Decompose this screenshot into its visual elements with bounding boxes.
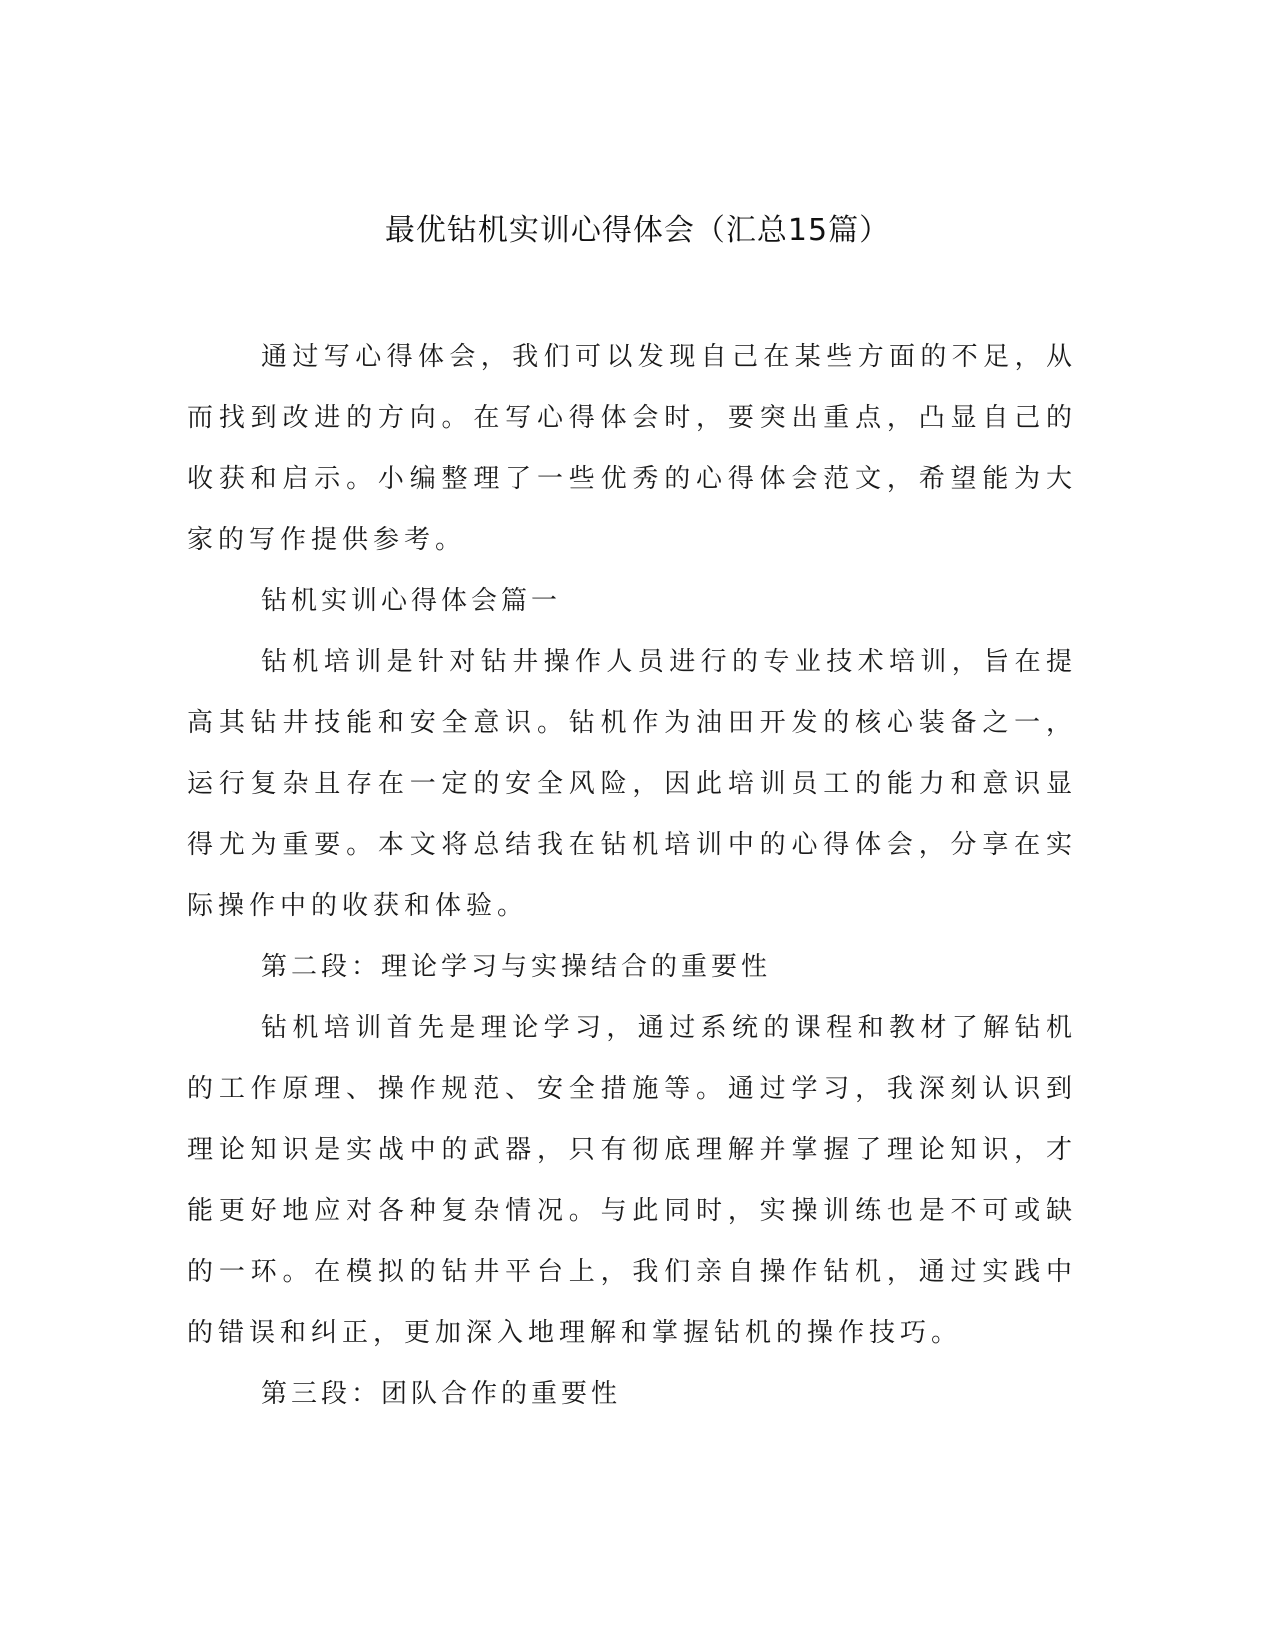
intro-paragraph: 通过写心得体会，我们可以发现自己在某些方面的不足，从而找到改进的方向。在写心得体会时，要突出重点，凸显自己的收获和启示。小编整理了一些优秀的心得体会范文，希望能为大家的写作提供参考。 [187, 342, 1077, 555]
body-paragraph-overview: 钻机培训是针对钻井操作人员进行的专业技术培训，旨在提高其钻井技能和安全意识。钻机作为油田开发的核心装备之一，运行复杂且存在一定的安全风险，因此培训员工的能力和意识显得尤为重要。本文将总结我在钻机培训中的心得体会，分享在实际操作中的收获和体验。 [187, 647, 1077, 921]
section-heading-second: 第二段：理论学习与实操结合的重要性 [261, 952, 772, 982]
section-heading-part-one: 钻机实训心得体会篇一 [261, 586, 562, 616]
document-title: 最优钻机实训心得体会（汇总15篇） [384, 213, 891, 248]
body-paragraph-theory-practice: 钻机培训首先是理论学习，通过系统的课程和教材了解钻机的工作原理、操作规范、安全措施等。通过学习，我深刻认识到理论知识是实战中的武器，只有彻底理解并掌握了理论知识，才能更好地应对各种复杂情况。与此同时，实操训练也是不可或缺的一环。在模拟的钻井平台上，我们亲自操作钻机，通过实践中的错误和纠正，更加深入地理解和掌握钻机的操作技巧。 [187, 1013, 1077, 1348]
document-body [187, 327, 1077, 1425]
section-heading-third: 第三段：团队合作的重要性 [261, 1379, 622, 1409]
